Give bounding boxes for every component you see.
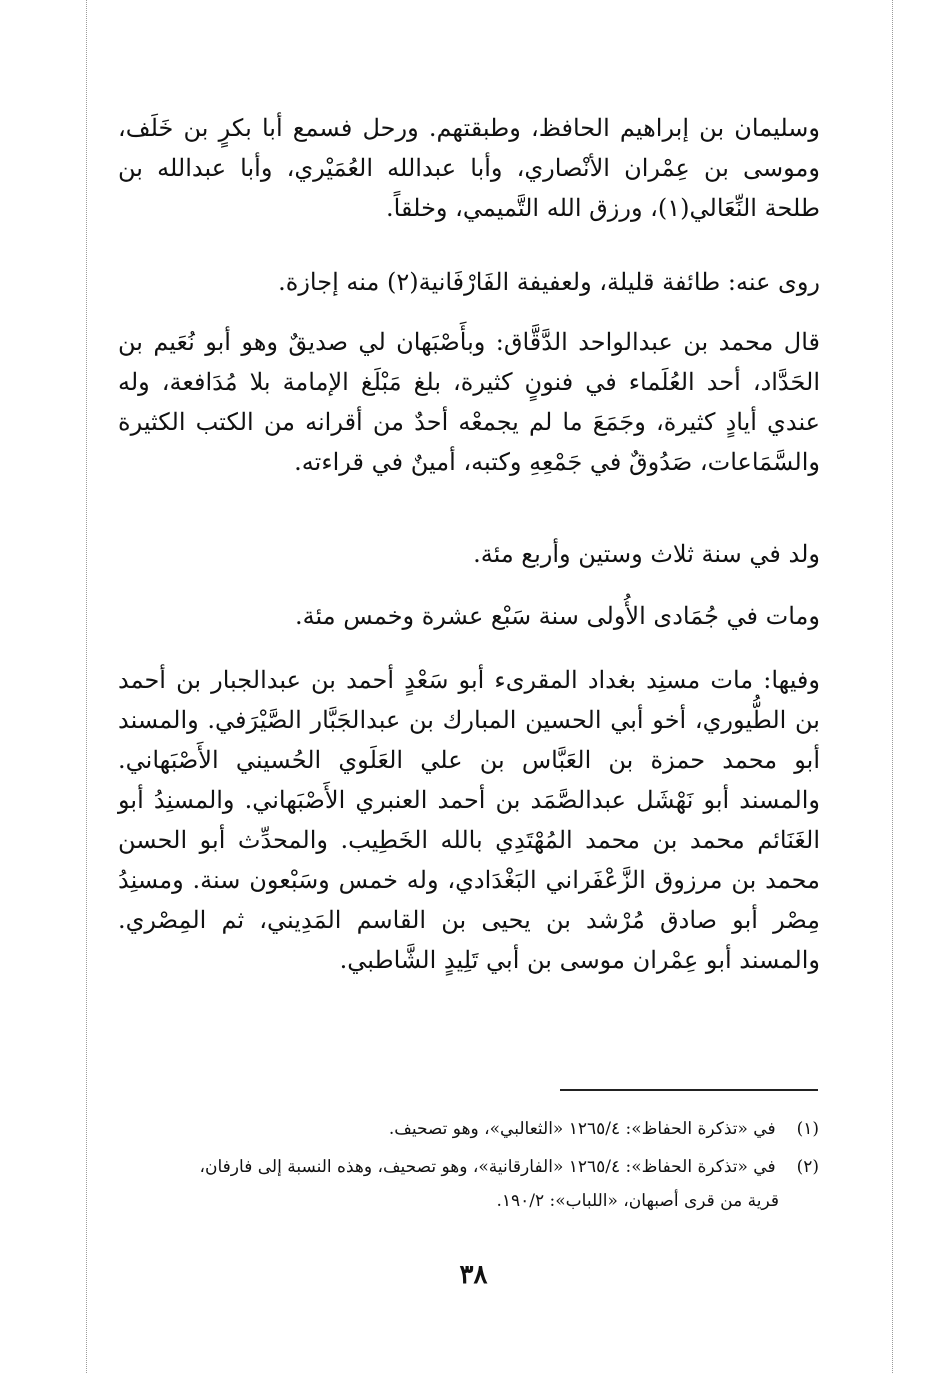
footnote-number: (١) (796, 1119, 819, 1139)
footnote-number: (٢) (796, 1157, 819, 1177)
paragraph-text: ولد في سنة ثلاث وستين وأربع مئة. (473, 540, 820, 568)
scan-edge-left (86, 0, 87, 1373)
footnote-text: في «تذكرة الحفاظ»: ١٢٦٥/٤ «الثعالبي»، وهو تصحيف. (388, 1119, 776, 1139)
footnote-separator (560, 1089, 818, 1091)
body-paragraph-3 (118, 322, 820, 482)
scan-edge-right (892, 0, 893, 1373)
paragraph-text: وفيها: مات مسنِد بغداد المقرىء أبو سَعْدٍ أحمد بن عبدالجبار بن أحمد بن الطُّيوري، أخو أبي الحسين المبارك بن عبدالجَبَّار الصَّيْرَفي. والمسند أبو محمد حمزة بن العَبَّاس بن علي العَلَوي الحُسيني الأَصْبَهاني. والمسند أبو نَهْشَل عبدالصَّمَد بن أحمد العنبري الأَصْبَهاني. والمسنِدُ أبو الغَنَائم محمد بن محمد المُهْتَدِي بالله الخَطِيب. والمحدِّث أبو الحسن محمد بن مرزوق الزَّعْفَراني البَغْدَادي، وله خمس وسَبْعون سنة. ومسنِدُ مِصْر أبو صادق مُرْشد بن يحيى بن القاسم المَدِيني، ثم المِصْري. والمسند أبو عِمْران موسى بن أبي تَلِيدٍ الشَّاطبي. (118, 666, 820, 974)
paragraph-text: قال محمد بن عبدالواحد الدَّقَّاق: وبأَصْبَهان لي صديقٌ وهو أبو نُعَيم بن الحَدَّاد، أحد العُلَماء في فنونٍ كثيرة، بلغ مَبْلَغ الإمامة بلا مُدَافعة، وله عندي أيادٍ كثيرة، وجَمَعَ ما لم يجمعْه أحدٌ من أقرانه من الكتب الكثيرة والسَّمَاعات، صَدُوقٌ في جَمْعِهِ وكتبه، أمينٌ في قراءته. (118, 328, 820, 476)
footnote-text: في «تذكرة الحفاظ»: ١٢٦٥/٤ «الفارقانية»، وهو تصحيف، وهذه النسبة إلى فارفان، (199, 1157, 776, 1177)
paragraph-text: روى عنه: طائفة قليلة، ولعفيفة الفَارْفَانية(٢) منه إجازة. (278, 268, 820, 296)
paragraph-text: وسليمان بن إبراهيم الحافظ، وطبقتهم. ورحل فسمع أبا بكرٍ بن خَلَف، وموسى بن عِمْران الأنْصاري، وأبا عبدالله العُمَيْري، وأبا عبدالله بن طلحة النِّعَالي(١)، ورزق الله التَّميمي، وخلقاً. (118, 114, 820, 222)
body-paragraph-5 (118, 596, 820, 636)
footnote-1 (119, 1112, 819, 1146)
page-number: ٣٨ (459, 1260, 488, 1290)
footnote-2 (119, 1150, 819, 1218)
body-paragraph-6 (118, 660, 820, 980)
paragraph-text: ومات في جُمَادى الأُولى سنة سَبْع عشرة وخمس مئة. (295, 602, 820, 630)
body-paragraph-1 (118, 108, 820, 228)
body-paragraph-4 (118, 534, 820, 574)
body-paragraph-2 (118, 262, 820, 302)
footnote-text-continued: قرية من قرى أصبهان، «اللباب»: ١٩٠/٢. (496, 1191, 779, 1211)
